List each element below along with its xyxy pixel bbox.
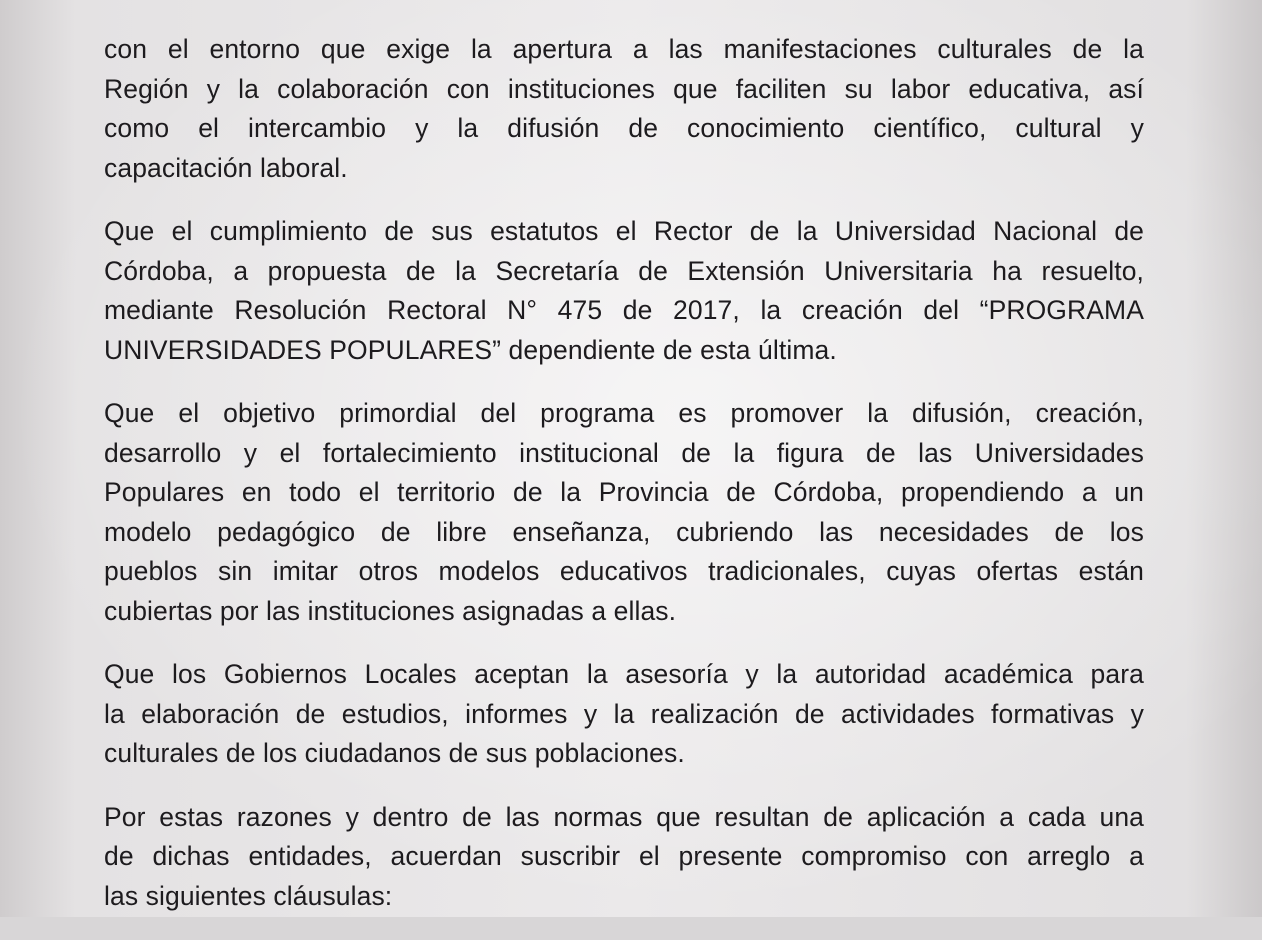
text-line: con el entorno que exige la apertura a las manifestaciones culturales de la [104,34,1144,64]
text-line: Región y la colaboración con instituciones que faciliten su labor educativa, así [104,73,1144,104]
text-line: Córdoba, a propuesta de la Secretaría de Extensión Universitaria ha resuelto, [104,255,1144,286]
text-line: Populares en todo el territorio de la Provincia de Córdoba, propendiendo a un [104,477,1144,507]
text-line: Que el cumplimiento de sus estatutos el Rector de la Universidad Nacional de [104,216,1144,246]
text-line: capacitación laboral. [104,152,348,183]
text-line: pueblos sin imitar otros modelos educativos tradicionales, cuyas ofertas están [104,556,1144,586]
text-line: Que el objetivo primordial del programa es promover la difusión, creación, [104,398,1144,428]
paragraph-razones [104,798,1144,917]
text-line: desarrollo y el fortalecimiento institucional de la figura de las Universidades [104,437,1144,468]
text-line: mediante Resolución Rectoral N° 475 de 2017, la creación del “PROGRAMA [104,295,1144,325]
text-line: cubiertas por las instituciones asignadas a ellas. [104,595,677,626]
text-line: Que los Gobiernos Locales aceptan la asesoría y la autoridad académica para [104,659,1144,689]
text-line: las siguientes cláusulas: [104,880,393,911]
text-line: la elaboración de estudios, informes y la realización de actividades formativas y [104,698,1144,729]
text-line: como el intercambio y la difusión de conocimiento científico, cultural y [104,113,1144,143]
paragraph-gobiernos [104,655,1144,774]
paragraph-objetivo [104,394,1144,631]
text-line: UNIVERSIDADES POPULARES” dependiente de esta última. [104,334,837,365]
document-body [104,30,1144,940]
text-line: modelo pedagógico de libre enseñanza, cubriendo las necesidades de los [104,516,1144,547]
text-line: Por estas razones y dentro de las normas que resultan de aplicación a cada una [104,801,1144,832]
paragraph-estatutos [104,212,1144,370]
text-line: de dichas entidades, acuerdan suscribir el presente compromiso con arreglo a [104,841,1144,871]
text-line: culturales de los ciudadanos de sus poblaciones. [104,738,685,768]
paragraph-entorno [104,30,1144,188]
